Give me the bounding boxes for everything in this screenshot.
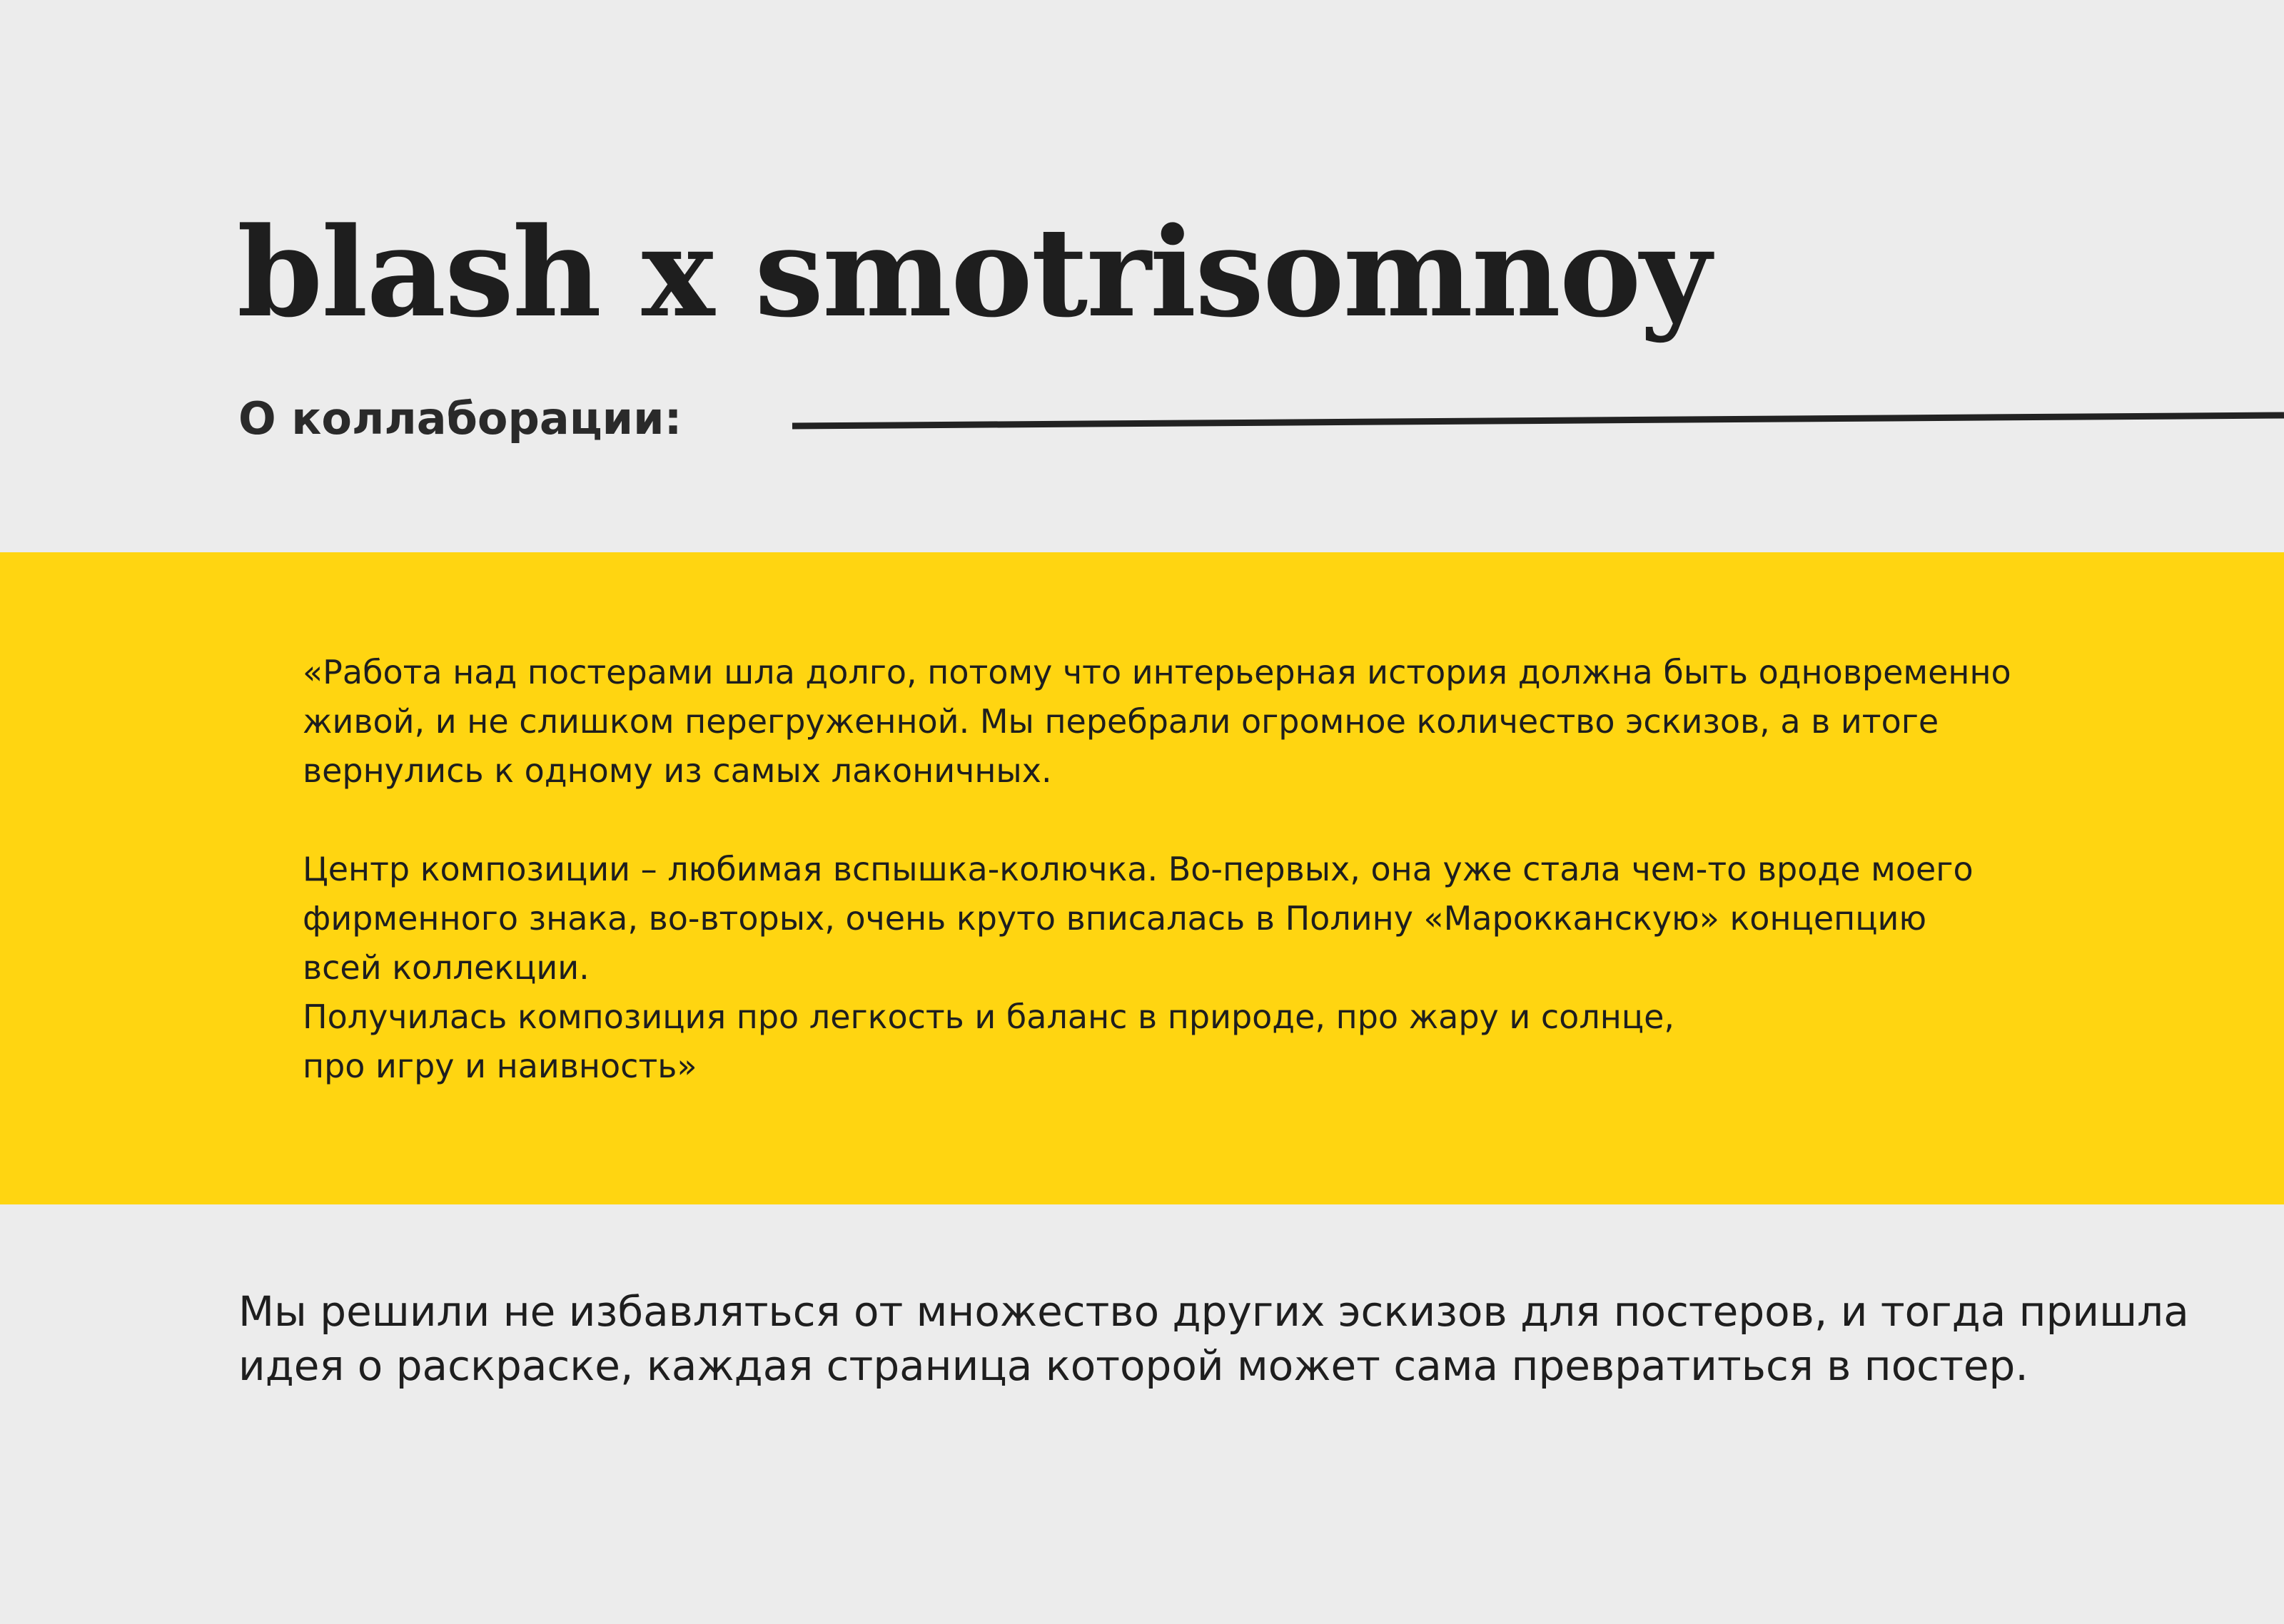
quote-line: фирменного знака, во-вторых, очень круто вписалась в Полину «Марокканскую» концепцию bbox=[303, 899, 1927, 938]
page-title: blash x smotrisomnoy bbox=[237, 200, 1710, 345]
quote-line: Получилась композиция про легкость и баланс в природе, про жару и солнце, bbox=[303, 998, 1675, 1036]
quote-line: про игру и наивность» bbox=[303, 1047, 697, 1085]
quote-line: вернулись к одному из самых лаконичных. bbox=[303, 751, 1052, 790]
quote-line: всей коллекции. bbox=[303, 948, 590, 987]
closing-line: Мы решили не избавляться от множество других эскизов для постеров, и тогда пришла bbox=[238, 1287, 2189, 1336]
paragraph-gap bbox=[303, 796, 2101, 845]
quote-line: Центр композиции – любимая вспышка-колючка. Во-первых, она уже стала чем-то вроде моего bbox=[303, 850, 1974, 888]
quote-line: «Работа над постерами шла долго, потому что интерьерная история должна быть одновременно bbox=[303, 653, 2011, 691]
quote-block bbox=[303, 648, 2101, 1091]
closing-paragraph bbox=[238, 1284, 2189, 1393]
closing-line: идея о раскраске, каждая страница которой может сама превратиться в постер. bbox=[238, 1341, 2028, 1390]
section-subtitle: О коллаборации: bbox=[238, 392, 682, 445]
quote-line: живой, и не слишком перегруженной. Мы перебрали огромное количество эскизов, а в итоге bbox=[303, 702, 1939, 741]
